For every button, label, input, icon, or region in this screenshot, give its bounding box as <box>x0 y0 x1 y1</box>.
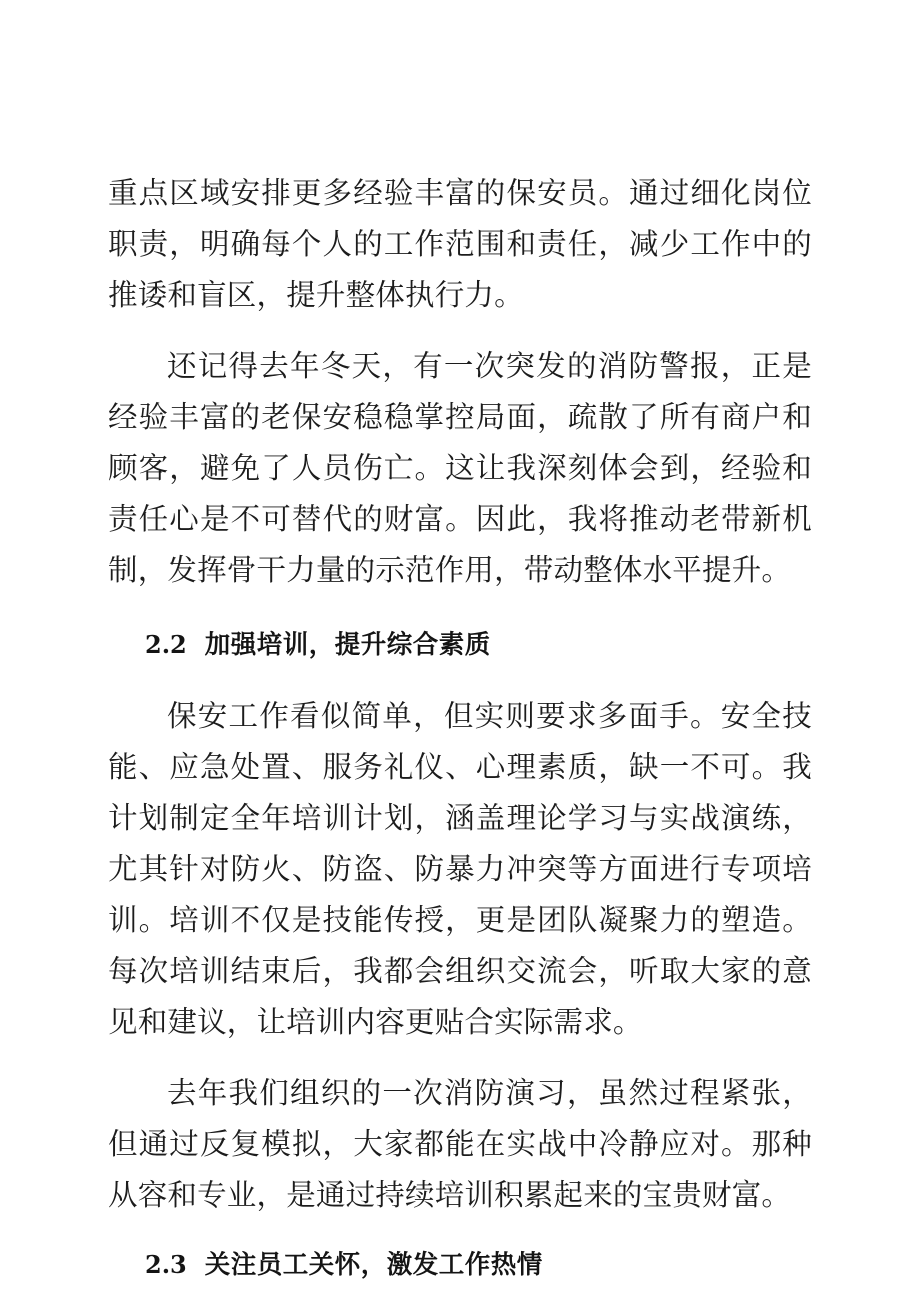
paragraph-4: 去年我们组织的一次消防演习，虽然过程紧张，但通过反复模拟，大家都能在实战中冷静应对。那种从容和专业，是通过持续培训积累起来的宝贵财富。 <box>108 1076 812 1212</box>
heading-2-2-title: 加强培训，提升综合素质 <box>204 630 491 660</box>
paragraph-3: 保安工作看似简单，但实则要求多面手。安全技能、应急处置、服务礼仪、心理素质，缺一不可。我计划制定全年培训计划，涵盖理论学习与实战演练，尤其针对防火、防盗、防暴力冲突等方面进行专项培训。培训不仅是技能传授，更是团队凝聚力的塑造。每次培训结束后，我都会组织交流会，听取大家的意见和建议，让培训内容更贴合实际需求。 <box>108 699 812 1039</box>
heading-2-3-line <box>145 1243 812 1287</box>
section-heading-2-2 <box>108 623 812 667</box>
paragraph-2: 还记得去年冬天，有一次突发的消防警报，正是经验丰富的老保安稳稳掌控局面，疏散了所有商户和顾客，避免了人员伤亡。这让我深刻体会到，经验和责任心是不可替代的财富。因此，我将推动老带新机制，发挥骨干力量的示范作用，带动整体水平提升。 <box>108 349 812 587</box>
section-heading-2-3 <box>108 1243 812 1287</box>
heading-2-2-number: 2.2 <box>145 630 187 659</box>
paragraph-1: 重点区域安排更多经验丰富的保安员。通过细化岗位职责，明确每个人的工作范围和责任，减少工作中的推诿和盲区，提升整体执行力。 <box>108 176 812 312</box>
heading-2-3-title: 关注员工关怀，激发工作热情 <box>204 1250 543 1280</box>
heading-2-3-number: 2.3 <box>145 1250 187 1279</box>
heading-2-2-line <box>145 623 812 667</box>
